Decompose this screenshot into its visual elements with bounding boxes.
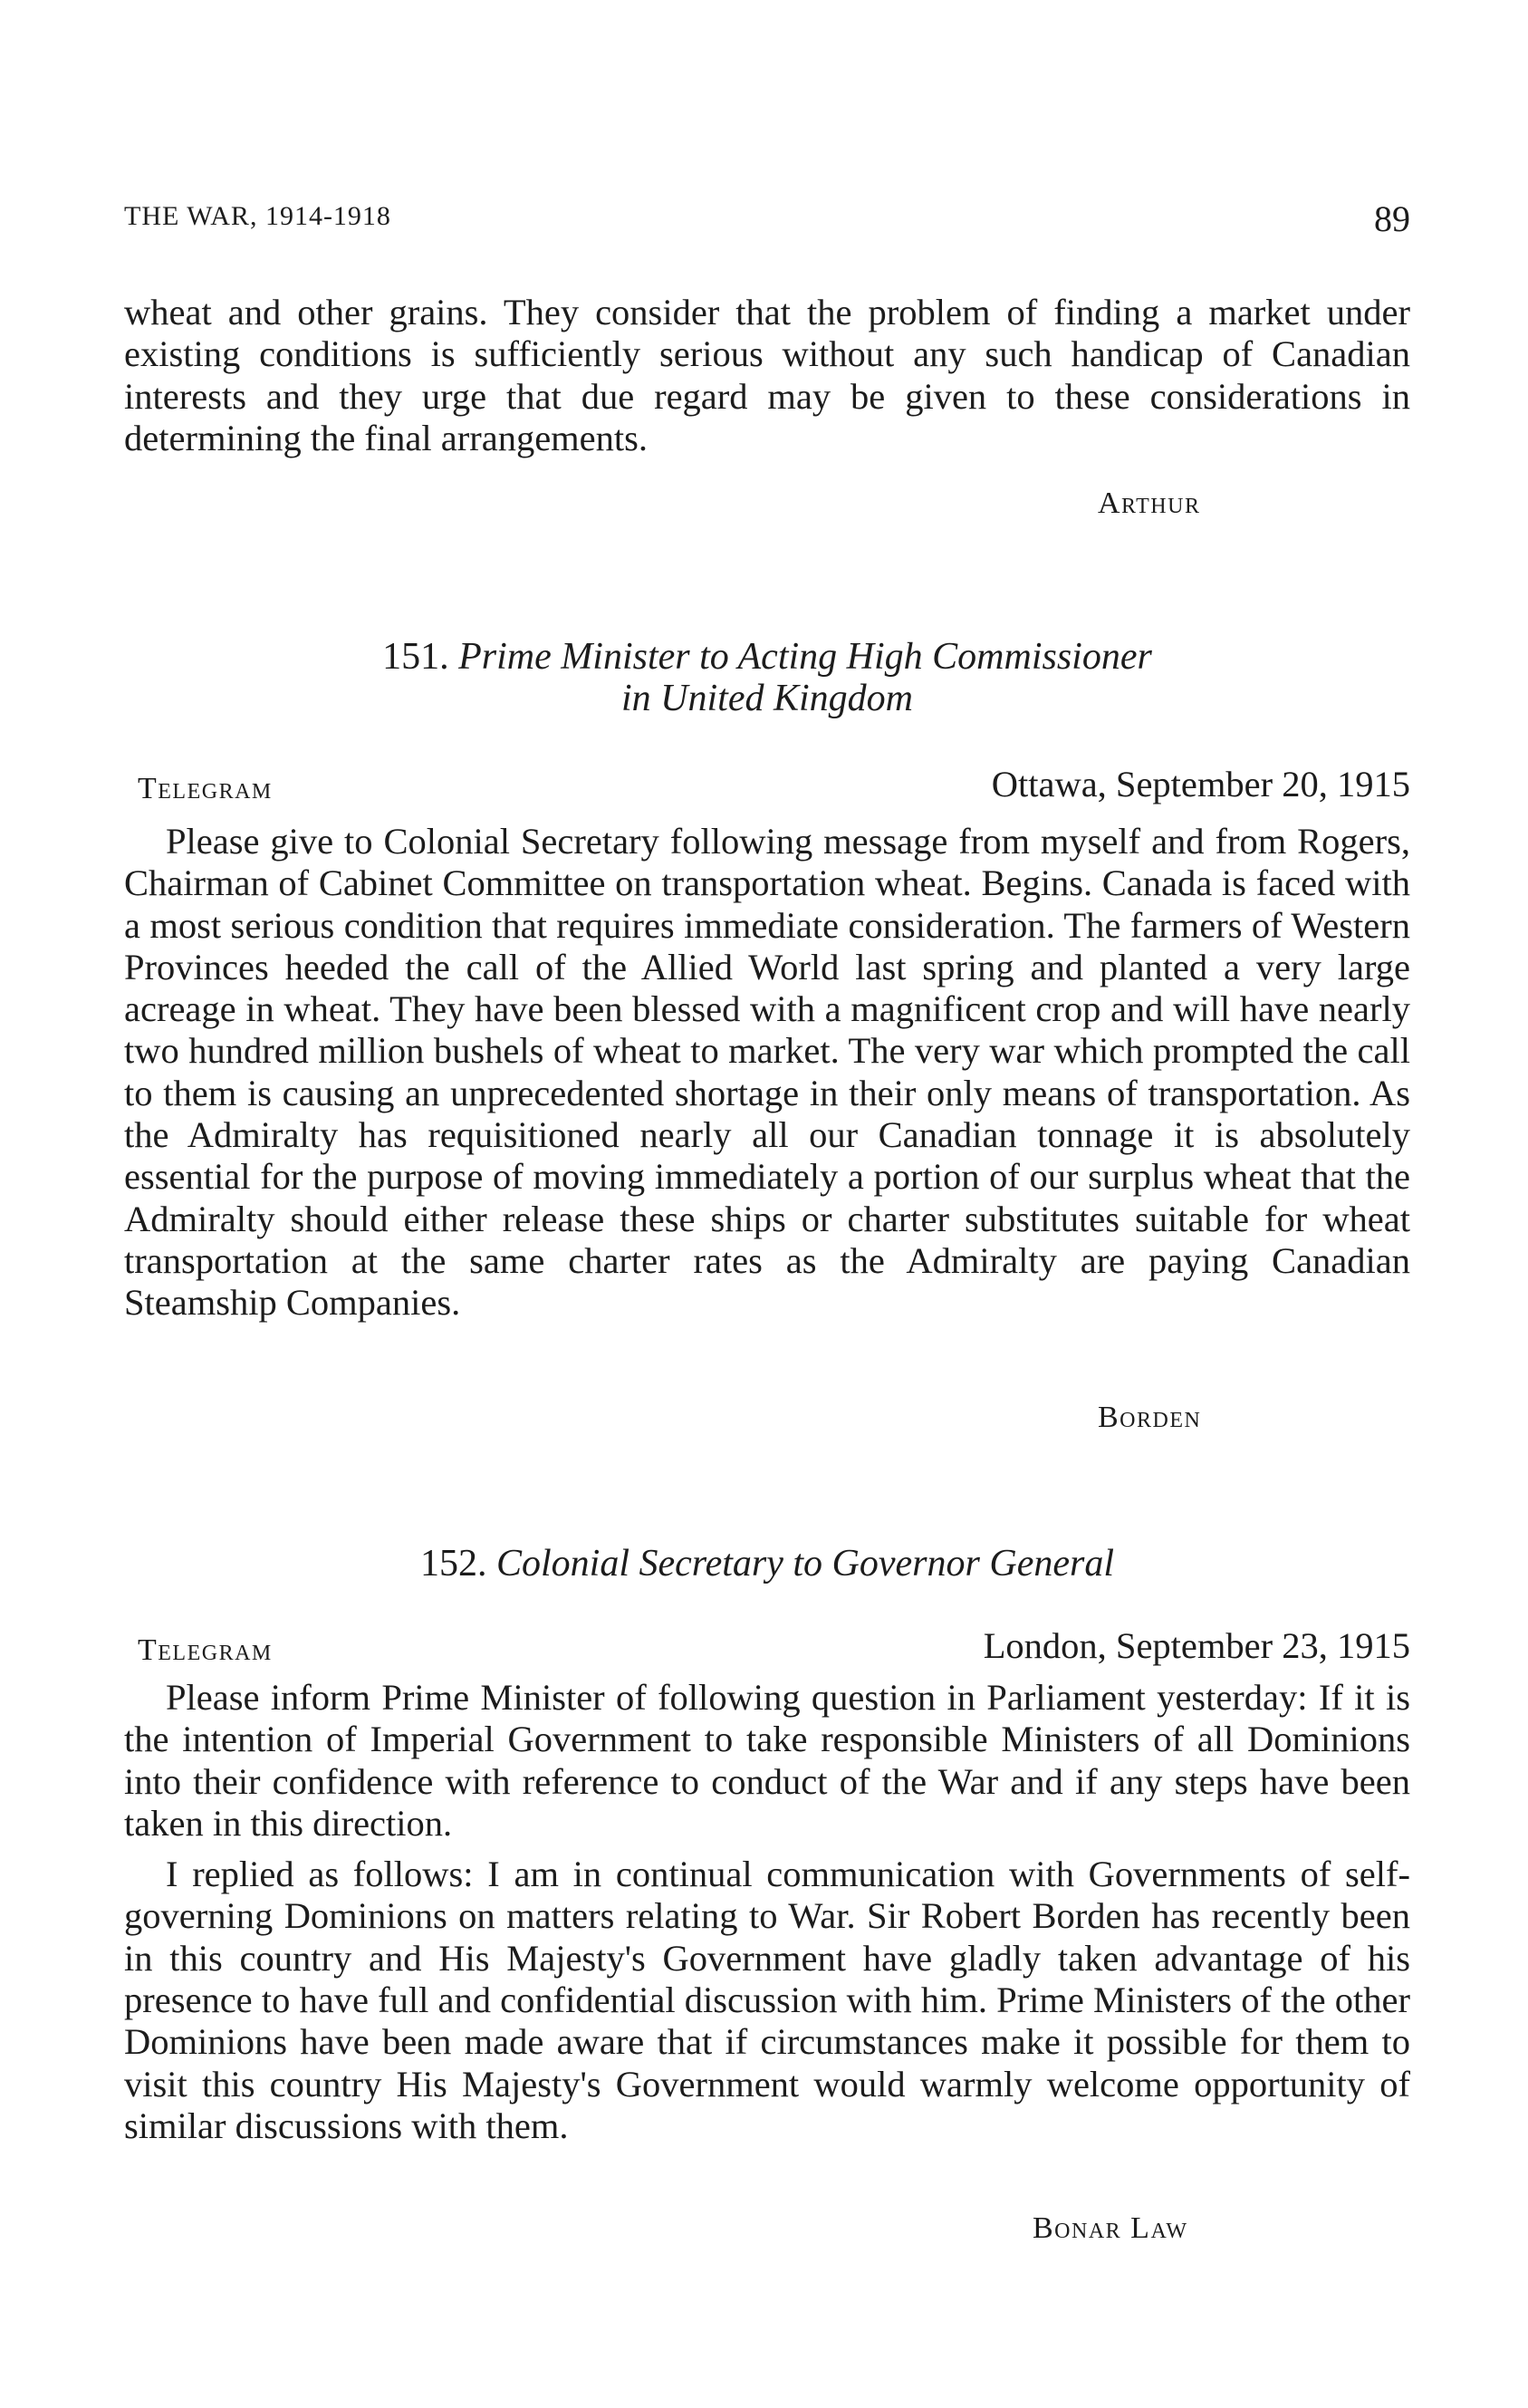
- dateline: London, September 23, 1915: [983, 1625, 1410, 1666]
- telegram-row-152: [124, 1624, 1410, 1670]
- signature-bonar-law: Bonar Law: [1033, 2211, 1188, 2245]
- signature-arthur: Arthur: [1098, 486, 1201, 520]
- dateline: Ottawa, September 20, 1915: [991, 764, 1410, 804]
- telegram-label: Telegram: [138, 772, 273, 805]
- telegram-label: Telegram: [138, 1633, 273, 1667]
- running-head: [124, 197, 1410, 237]
- page-number: 89: [1374, 198, 1410, 239]
- document-number: 152.: [420, 1543, 487, 1584]
- signature-borden: Borden: [1098, 1401, 1202, 1434]
- continuation-text: wheat and other grains. They consider that the problem of finding a market under existing conditions is sufficiently serious without any such handicap of Canadian interests and they urge that due regard may be given to these considerations in determining the final arrangements.: [124, 292, 1410, 458]
- document-title-line-1: [124, 1543, 1410, 1584]
- telegram-row-151: [124, 763, 1410, 808]
- document-title: Colonial Secretary to Governor General: [496, 1543, 1114, 1584]
- document-body-151: [124, 821, 1410, 1324]
- document-heading-151: [124, 636, 1410, 719]
- document-title-line-2: in United Kingdom: [621, 678, 913, 719]
- body-paragraph: Please inform Prime Minister of following question in Parliament yesterday: If it is the intention of Imperial Government to take responsible Ministers of all Dominions into their confidence with reference to conduct of the War and if any steps have been taken in this direction.: [124, 1677, 1410, 1844]
- body-paragraph: Please give to Colonial Secretary following message from myself and from Rogers, Chairman of Cabinet Committee on transportation wheat. Begins. Canada is faced with a most serious condition that requires immediate consideration. The farmers of Western Provinces heeded the call of the Allied World last spring and planted a very large acreage in wheat. They have been blessed with a magnificent crop and will have nearly two hundred million bushels of wheat to market. The very war which prompted the call to them is causing an unprecedented shortage in their only means of transportation. As the Admiralty has requisitioned nearly all our Canadian tonnage it is absolutely essential for the purpose of moving immediately a portion of our surplus wheat that the Admiralty should either release these ships or charter substitutes suitable for wheat transportation at the same charter rates as the Admiralty are paying Canadian Steamship Companies.: [124, 821, 1410, 1324]
- continuation-paragraph: [124, 292, 1410, 459]
- body-paragraph: I replied as follows: I am in continual communication with Governments of self-governing Dominions on matters relating to War. Sir Robert Borden has recently been in this country and His Majesty's Government have gladly taken advantage of his presence to have full and confidential discussion with him. Prime Ministers of the other Dominions have been made aware that if circumstances make it possible for them to visit this country His Majesty's Government would warmly welcome opportunity of similar discussions with them.: [124, 1854, 1410, 2146]
- document-number: 151.: [382, 636, 449, 678]
- document-title-line-1: [124, 636, 1410, 678]
- running-title: THE WAR, 1914-1918: [124, 201, 391, 231]
- document-body-152: [124, 1677, 1410, 2147]
- document-heading-152: [124, 1543, 1410, 1584]
- document-title: Prime Minister to Acting High Commissioner: [458, 636, 1152, 678]
